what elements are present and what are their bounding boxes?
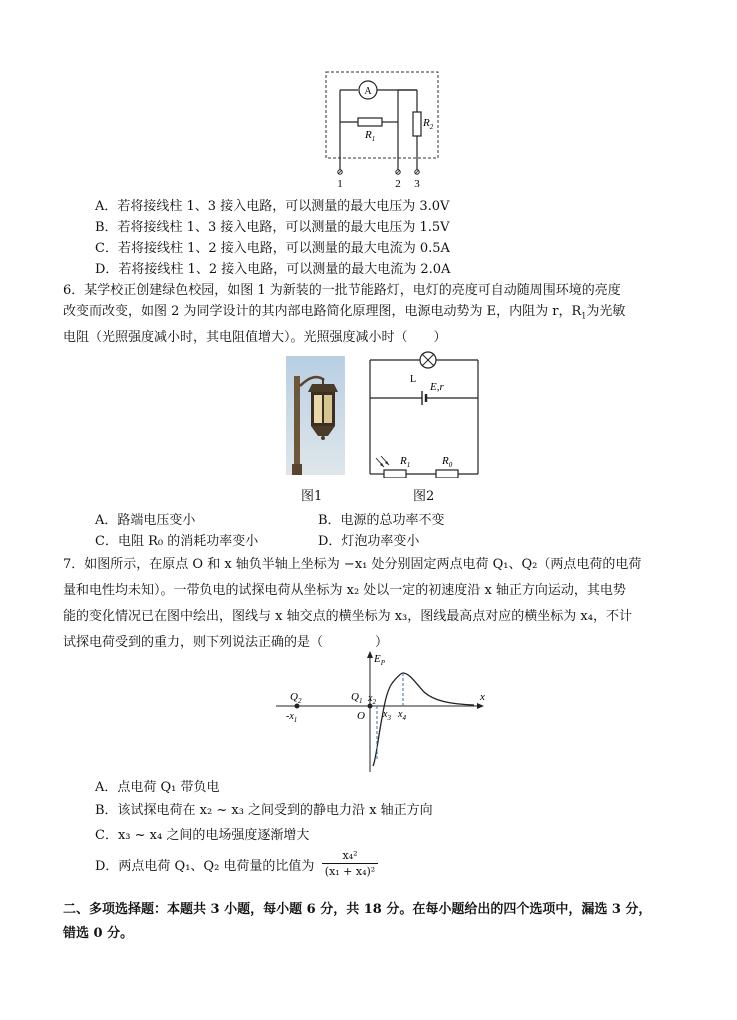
q2-label: $Q_2$ <box>290 691 302 705</box>
q7-option-d: D．两点电荷 Q₁、Q₂ 电荷量的比值为 <box>95 859 315 874</box>
q7-option-c: C．x₃ ~ x₄ 之间的电场强度逐渐增大 <box>95 828 310 843</box>
y-axis-label: $E_P$ <box>374 653 386 667</box>
potential-energy-graph <box>272 648 490 774</box>
q1-label: $Q_1$ <box>351 691 363 705</box>
fraction-denominator: (x₁ + x₄)² <box>324 865 376 878</box>
q6-line-3: 电阻（光照强度减小时，其电阻值增大）。光照强度减小时（ ） <box>63 329 447 345</box>
q6-option-a: A．路端电压变小 <box>95 513 196 528</box>
r1-label: $R_1$ <box>400 455 411 469</box>
source-label: E,r <box>430 381 444 393</box>
q5-option-b: B．若将接线柱 1、3 接入电路，可以测量的最大电压为 1.5V <box>95 220 450 235</box>
r1-label: $R_1$ <box>365 129 376 143</box>
fraction-numerator: x₄² <box>322 848 378 864</box>
street-lamp-photo <box>286 356 345 475</box>
x4-label: $x_4$ <box>398 709 406 722</box>
q6-option-b: B．电源的总功率不变 <box>318 513 445 528</box>
q7-stem <box>63 552 675 656</box>
section-2-line-1: 二、多项选择题：本题共 3 小题，每小题 6 分，共 18 分。在每小题给出的四个选项中，漏选 3 分， <box>63 902 652 917</box>
q7-option-a: A．点电荷 Q₁ 带负电 <box>95 780 220 795</box>
q6-option-d: D．灯泡功率变小 <box>318 534 420 549</box>
section-2-header <box>63 898 675 946</box>
x2-label: $x_2$ <box>368 693 376 706</box>
section-2-line-2: 错选 0 分。 <box>63 926 134 941</box>
r0-label: $R_0$ <box>442 455 453 469</box>
x-axis-label: x <box>480 691 485 703</box>
x3-label: $x_3$ <box>383 709 391 722</box>
q6-line-1: 6．某学校正创建绿色校园，如图 1 为新装的一批节能路灯，电灯的亮度可自动随周围环境的亮度 <box>63 283 621 298</box>
lamp-circuit-figure <box>366 350 484 478</box>
q6-option-c: C．电阻 R₀ 的消耗功率变小 <box>95 534 259 549</box>
q7-line-3: 能的变化情况已在图中绘出，图线与 x 轴交点的横坐标为 x₃，图线最高点对应的横坐标为 x₄，不计 <box>63 609 632 624</box>
q5-option-d: D．若将接线柱 1、2 接入电路，可以测量的最大电流为 2.0A <box>95 262 451 277</box>
q7-line-4: 试探电荷受到的重力，则下列说法正确的是（ ） <box>63 635 389 650</box>
neg-x1-label: $-x_1$ <box>286 711 298 724</box>
terminal-3-label: 3 <box>414 178 420 190</box>
q6-line-2: 改变而改变，如图 2 为同学设计的其内部电路简化原理图，电源电动势为 E，内阻为 r，$R_1$为光敏 <box>63 304 626 321</box>
q6-stem <box>63 280 675 348</box>
terminal-2-label: 2 <box>395 178 401 190</box>
lamp-label: L <box>410 374 417 385</box>
q5-option-c: C．若将接线柱 1、2 接入电路，可以测量的最大电流为 0.5A <box>95 241 450 256</box>
q7-line-2: 量和电性均未知）。一带负电的试探电荷从坐标为 x₂ 处以一定的初速度沿 x 轴正方向运动，其电势 <box>63 583 626 598</box>
q7-option-d-fraction <box>322 848 378 879</box>
r2-label: $R_2$ <box>423 117 434 131</box>
meter-circuit-figure <box>322 70 442 190</box>
photoresistor-icon <box>384 470 406 478</box>
q7-line-1: 7．如图所示，在原点 O 和 x 轴负半轴上坐标为 −x₁ 处分别固定两点电荷 Q₁、Q₂（两点电荷的电荷 <box>63 557 642 572</box>
origin-label: O <box>357 710 365 722</box>
fig2-caption: 图2 <box>413 489 435 504</box>
ammeter-label: A <box>364 86 372 97</box>
terminal-1-label: 1 <box>337 178 343 190</box>
q5-option-a: A．若将接线柱 1、3 接入电路，可以测量的最大电压为 3.0V <box>95 199 450 214</box>
q7-option-b: B．该试探电荷在 x₂ ~ x₃ 之间受到的静电力沿 x 轴正方向 <box>95 803 433 818</box>
fig1-caption: 图1 <box>301 489 323 504</box>
